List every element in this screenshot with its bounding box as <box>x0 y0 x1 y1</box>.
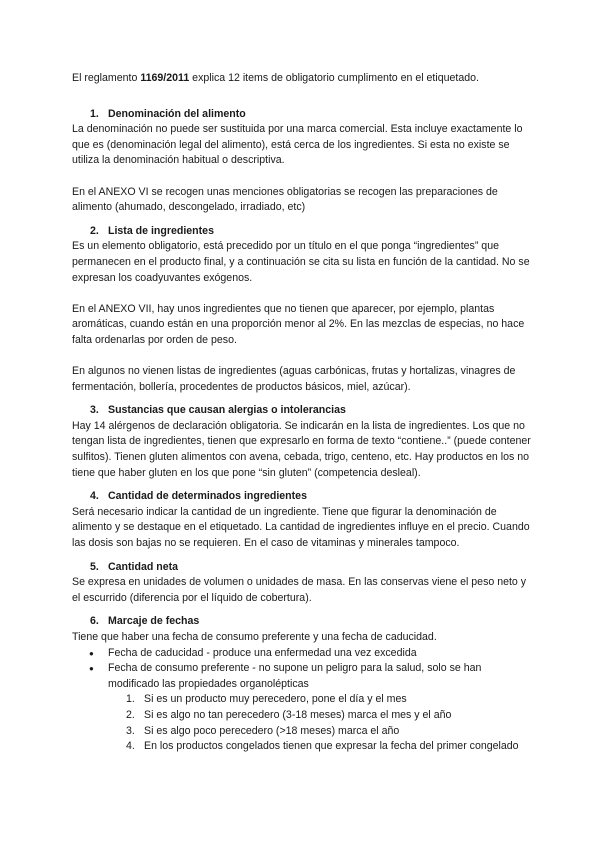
date-types-list <box>72 646 532 693</box>
section-title-2: 2. Lista de ingredientes <box>90 224 214 237</box>
list-item: 4. En los productos congelados tienen que expresar la fecha del primer congelado <box>126 740 519 753</box>
section-title-1: 1. Denominación del alimento <box>90 107 246 120</box>
section-1-paragraph-1: La denominación no puede ser sustituida por una marca comercial. Esta incluye exactamente lo que es (denominación legal del alimento), está cerca de los ingredientes. Si esta no existe se utiliza la denominación habitual o descriptiva. <box>72 123 523 167</box>
section-1-paragraph-2: En el ANEXO VI se recogen unas menciones obligatorias se recogen las preparaciones de alimento (ahumado, descongelado, irradiado, etc) <box>72 185 498 214</box>
section-title-5: 5. Cantidad neta <box>90 560 179 573</box>
section-title-6: 6. Marcaje de fechas <box>90 615 200 628</box>
list-item: ● Fecha de caducidad - produce una enfermedad una vez excedida <box>72 646 532 662</box>
section-2-paragraph-3: En algunos no vienen listas de ingredientes (aguas carbónicas, frutas y hortalizas, vinagres de fermentación, bollería, procedentes de productos básicos, miel, azúcar). <box>72 365 516 393</box>
list-item: 1. Si es un producto muy perecedero, pone el día y el mes <box>126 693 407 706</box>
list-item: ● Fecha de consumo preferente - no supone un peligro para la salud, solo se han modificado las propiedades organolépticas <box>72 661 532 692</box>
list-item: 3. Si es algo poco perecedero (>18 meses) marca el año <box>126 724 400 737</box>
document-page <box>72 71 532 755</box>
section-2-paragraph-2: En el ANEXO VII, hay unos ingredientes que no tienen que aparecer, por ejemplo, plantas aromáticas, cuando están en una proporción menor al 2%. En las mezclas de especias, no hace falta ordenarlas por orden de peso. <box>72 302 525 346</box>
section-title-3: 3. Sustancias que causan alergias o intolerancias <box>90 404 346 417</box>
section-4-paragraph-1: Será necesario indicar la cantidad de un ingrediente. Tiene que figurar la denominación de alimento y se destaque en el etiquetado. La cantidad de ingredientes influye en el precio. Cuando las dosis son bajas no se requieren. En el caso de vitaminas y minerales tampoco. <box>72 505 530 550</box>
section-6-paragraph-1: Tiene que haber una fecha de consumo preferente y una fecha de caducidad. <box>72 631 437 643</box>
list-item: 2. Si es algo no tan perecedero (3-18 meses) marca el mes y el año <box>126 708 452 721</box>
section-title-4: 4. Cantidad de determinados ingredientes <box>90 490 307 503</box>
preferred-date-rules-list <box>72 692 532 754</box>
section-3-paragraph-1: Hay 14 alérgenos de declaración obligatoria. Se indicarán en la lista de ingredientes. Los que no tengan lista de ingredientes, tienen que expresarlo en forma de texto “contiene..” (puede contener sulfitos). Tienen gluten alimentos con avena, cebada, trigo, centeno, etc. Hay productos en los no tiene que haber gluten en los que pone “sin gluten” (competencia desleal). <box>72 419 531 479</box>
intro-paragraph: El reglamento 1169/2011 explica 12 items de obligatorio cumplimento en el etiquetado. <box>72 72 479 84</box>
section-5-paragraph-1: Se expresa en unidades de volumen o unidades de masa. En las conservas viene el peso neto y el escurrido (diferencia por el líquido de cobertura). <box>72 576 527 604</box>
section-2-paragraph-1: Es un elemento obligatorio, está precedido por un título en el que ponga “ingredientes” que permanecen en el producto final, y a continuación se cita su lista en función de la cantidad. No se expresan los coadyuvantes exógenos. <box>72 240 530 284</box>
